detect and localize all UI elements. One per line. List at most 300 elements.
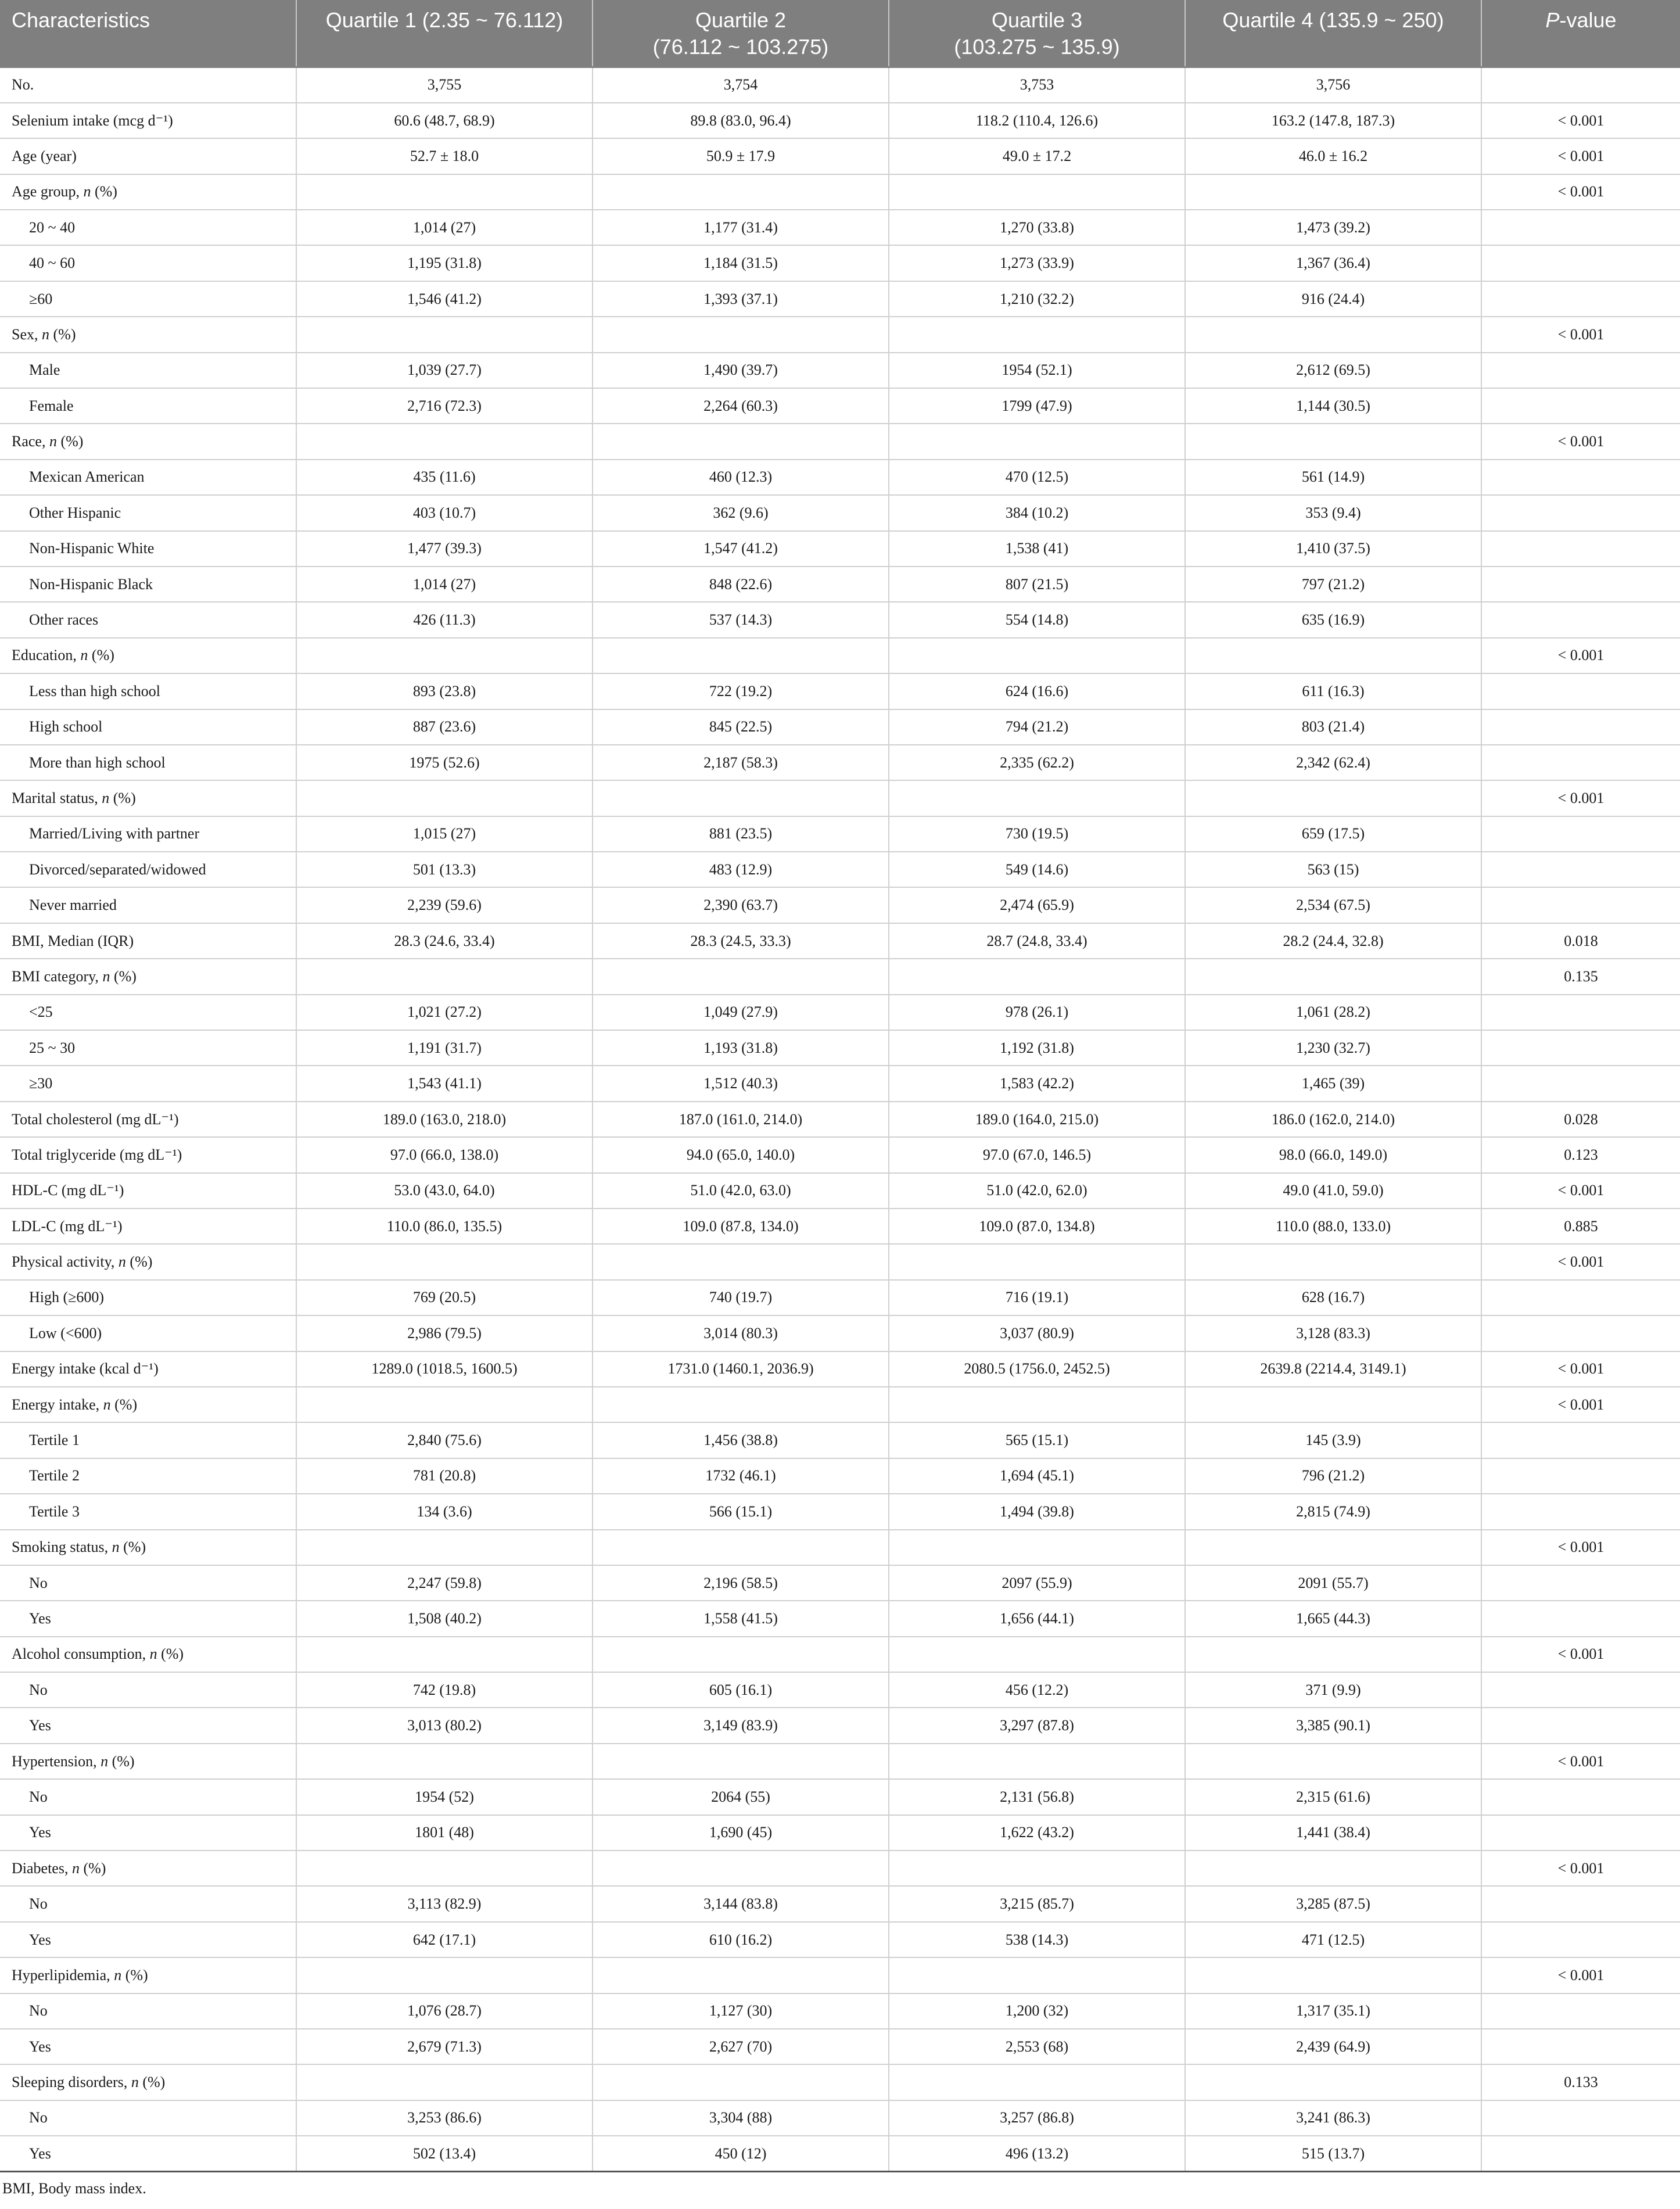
quartile-2-cell: 1,512 (40.3) — [593, 1066, 889, 1101]
row-label: Diabetes, n (%) — [0, 1851, 296, 1886]
table-row — [0, 638, 1680, 673]
quartile-1-cell: 887 (23.6) — [296, 709, 593, 745]
header-row — [0, 0, 1680, 67]
quartile-3-cell: 97.0 (67.0, 146.5) — [889, 1137, 1185, 1172]
quartile-2-cell: 2,187 (58.3) — [593, 745, 889, 780]
quartile-3-cell: 1,273 (33.9) — [889, 245, 1185, 281]
quartile-4-cell: 1,061 (28.2) — [1185, 995, 1481, 1030]
p-value-cell: 0.123 — [1481, 1137, 1680, 1172]
quartile-4-cell: 3,385 (90.1) — [1185, 1708, 1481, 1743]
p-value-cell — [1481, 210, 1680, 245]
row-label: Energy intake (kcal d⁻¹) — [0, 1351, 296, 1387]
quartile-1-cell: 110.0 (86.0, 135.5) — [296, 1209, 593, 1244]
quartile-2-cell: 1,490 (39.7) — [593, 353, 889, 388]
quartile-1-cell — [296, 174, 593, 210]
table-row — [0, 1708, 1680, 1743]
row-label: No — [0, 1993, 296, 2029]
quartile-3-cell: 978 (26.1) — [889, 995, 1185, 1030]
quartile-4-cell — [1185, 780, 1481, 816]
quartile-3-cell: 470 (12.5) — [889, 460, 1185, 495]
quartile-4-cell: 561 (14.9) — [1185, 460, 1481, 495]
row-label: BMI category, n (%) — [0, 959, 296, 994]
quartile-3-cell: 1,192 (31.8) — [889, 1030, 1185, 1066]
table-row — [0, 424, 1680, 459]
row-label: Smoking status, n (%) — [0, 1530, 296, 1565]
quartile-2-cell: 740 (19.7) — [593, 1280, 889, 1315]
quartile-3-cell: 2080.5 (1756.0, 2452.5) — [889, 1351, 1185, 1387]
p-value-cell: < 0.001 — [1481, 1244, 1680, 1279]
p-value-cell — [1481, 281, 1680, 317]
quartile-3-cell: 496 (13.2) — [889, 2136, 1185, 2171]
quartile-4-cell: 163.2 (147.8, 187.3) — [1185, 103, 1481, 138]
quartile-2-cell: 3,754 — [593, 67, 889, 103]
quartile-3-cell — [889, 317, 1185, 352]
quartile-1-cell: 2,716 (72.3) — [296, 388, 593, 424]
quartile-2-cell: 566 (15.1) — [593, 1494, 889, 1529]
quartile-1-cell — [296, 1851, 593, 1886]
p-value-cell: 0.135 — [1481, 959, 1680, 994]
quartile-4-cell: 98.0 (66.0, 149.0) — [1185, 1137, 1481, 1172]
row-label: High school — [0, 709, 296, 745]
quartile-1-cell: 3,113 (82.9) — [296, 1886, 593, 1921]
row-label: Yes — [0, 1815, 296, 1851]
table-row — [0, 1209, 1680, 1244]
quartile-4-cell: 2,439 (64.9) — [1185, 2029, 1481, 2064]
row-label: 25 ~ 30 — [0, 1030, 296, 1066]
table-row — [0, 959, 1680, 994]
quartile-1-cell: 642 (17.1) — [296, 1922, 593, 1957]
quartile-3-cell: 624 (16.6) — [889, 673, 1185, 709]
quartile-4-cell: 1,317 (35.1) — [1185, 1993, 1481, 2029]
p-value-cell — [1481, 1672, 1680, 1708]
quartile-3-cell — [889, 1244, 1185, 1279]
quartile-3-cell: 549 (14.6) — [889, 852, 1185, 887]
quartile-3-cell — [889, 1851, 1185, 1886]
quartile-2-cell: 2,264 (60.3) — [593, 388, 889, 424]
quartile-1-cell: 435 (11.6) — [296, 460, 593, 495]
quartile-1-cell: 501 (13.3) — [296, 852, 593, 887]
quartile-4-cell: 46.0 ± 16.2 — [1185, 138, 1481, 174]
p-value-cell — [1481, 1565, 1680, 1601]
quartile-2-cell — [593, 1244, 889, 1279]
table-row — [0, 1922, 1680, 1957]
quartile-2-cell: 2,627 (70) — [593, 2029, 889, 2064]
p-value-cell — [1481, 2100, 1680, 2136]
table-row — [0, 1030, 1680, 1066]
row-label: Yes — [0, 1922, 296, 1957]
row-label: No. — [0, 67, 296, 103]
quartile-4-cell: 2,315 (61.6) — [1185, 1779, 1481, 1814]
quartile-2-cell: 1,127 (30) — [593, 1993, 889, 2029]
quartile-4-cell: 28.2 (24.4, 32.8) — [1185, 923, 1481, 959]
quartile-2-cell: 2064 (55) — [593, 1779, 889, 1814]
p-value-cell — [1481, 816, 1680, 852]
quartile-2-cell: 610 (16.2) — [593, 1922, 889, 1957]
quartile-3-cell: 109.0 (87.0, 134.8) — [889, 1209, 1185, 1244]
quartile-4-cell: 3,128 (83.3) — [1185, 1315, 1481, 1351]
quartile-1-cell: 1954 (52) — [296, 1779, 593, 1814]
row-label: No — [0, 1672, 296, 1708]
quartile-4-cell: 797 (21.2) — [1185, 566, 1481, 602]
p-value-cell: < 0.001 — [1481, 1530, 1680, 1565]
row-label: Tertile 1 — [0, 1422, 296, 1458]
quartile-1-cell: 1,508 (40.2) — [296, 1601, 593, 1636]
quartile-1-cell: 1,195 (31.8) — [296, 245, 593, 281]
table-row — [0, 780, 1680, 816]
quartile-3-cell: 384 (10.2) — [889, 495, 1185, 530]
row-label: Sex, n (%) — [0, 317, 296, 352]
quartile-3-cell: 1,538 (41) — [889, 531, 1185, 566]
quartile-2-cell — [593, 424, 889, 459]
row-label: 20 ~ 40 — [0, 210, 296, 245]
quartile-4-cell: 803 (21.4) — [1185, 709, 1481, 745]
quartile-2-cell: 1,690 (45) — [593, 1815, 889, 1851]
p-value-cell — [1481, 460, 1680, 495]
quartile-3-cell: 2097 (55.9) — [889, 1565, 1185, 1601]
quartile-3-cell: 1,210 (32.2) — [889, 281, 1185, 317]
quartile-2-cell: 483 (12.9) — [593, 852, 889, 887]
quartile-4-cell: 353 (9.4) — [1185, 495, 1481, 530]
quartile-3-cell: 1,622 (43.2) — [889, 1815, 1185, 1851]
quartile-3-cell: 2,335 (62.2) — [889, 745, 1185, 780]
quartile-1-cell: 1,039 (27.7) — [296, 353, 593, 388]
quartile-1-cell: 502 (13.4) — [296, 2136, 593, 2171]
row-label: Sleeping disorders, n (%) — [0, 2064, 296, 2100]
quartile-3-cell — [889, 1530, 1185, 1565]
table-row — [0, 1458, 1680, 1494]
quartile-1-cell: 53.0 (43.0, 64.0) — [296, 1173, 593, 1209]
row-label: Yes — [0, 2136, 296, 2171]
quartile-3-cell — [889, 780, 1185, 816]
quartile-1-cell — [296, 2064, 593, 2100]
row-label: Education, n (%) — [0, 638, 296, 673]
table-row — [0, 2136, 1680, 2171]
quartile-2-cell — [593, 1637, 889, 1672]
quartile-3-cell: 3,753 — [889, 67, 1185, 103]
quartile-1-cell: 1,191 (31.7) — [296, 1030, 593, 1066]
header-quartile-3: Quartile 3 (103.275 ~ 135.9) — [889, 0, 1185, 67]
p-value-cell — [1481, 388, 1680, 424]
p-value-cell: < 0.001 — [1481, 1173, 1680, 1209]
quartile-1-cell: 2,986 (79.5) — [296, 1315, 593, 1351]
p-value-cell — [1481, 1708, 1680, 1743]
row-label: Married/Living with partner — [0, 816, 296, 852]
row-label: ≥60 — [0, 281, 296, 317]
quartile-1-cell: 1,021 (27.2) — [296, 995, 593, 1030]
quartile-3-cell: 1,656 (44.1) — [889, 1601, 1185, 1636]
quartile-2-cell — [593, 317, 889, 352]
p-value-cell — [1481, 1993, 1680, 2029]
row-label: LDL-C (mg dL⁻¹) — [0, 1209, 296, 1244]
quartile-2-cell: 3,149 (83.9) — [593, 1708, 889, 1743]
quartile-3-cell: 3,297 (87.8) — [889, 1708, 1185, 1743]
table-row — [0, 1957, 1680, 1993]
quartile-4-cell: 1,410 (37.5) — [1185, 531, 1481, 566]
table-row — [0, 1672, 1680, 1708]
quartile-3-cell: 51.0 (42.0, 62.0) — [889, 1173, 1185, 1209]
quartile-1-cell: 1,546 (41.2) — [296, 281, 593, 317]
quartile-3-cell: 456 (12.2) — [889, 1672, 1185, 1708]
quartile-2-cell: 1,456 (38.8) — [593, 1422, 889, 1458]
p-value-cell — [1481, 531, 1680, 566]
quartile-4-cell: 1,441 (38.4) — [1185, 1815, 1481, 1851]
quartile-1-cell: 52.7 ± 18.0 — [296, 138, 593, 174]
quartile-4-cell — [1185, 1744, 1481, 1779]
p-value-cell — [1481, 1886, 1680, 1921]
quartile-4-cell: 371 (9.9) — [1185, 1672, 1481, 1708]
quartile-1-cell: 893 (23.8) — [296, 673, 593, 709]
p-value-cell — [1481, 602, 1680, 637]
table-row — [0, 1851, 1680, 1886]
row-label: No — [0, 1886, 296, 1921]
quartile-4-cell: 635 (16.9) — [1185, 602, 1481, 637]
row-label: Non-Hispanic White — [0, 531, 296, 566]
table-row — [0, 923, 1680, 959]
row-label: Never married — [0, 887, 296, 923]
quartile-1-cell: 1801 (48) — [296, 1815, 593, 1851]
table-row — [0, 210, 1680, 245]
quartile-2-cell: 28.3 (24.5, 33.3) — [593, 923, 889, 959]
quartile-1-cell — [296, 317, 593, 352]
quartile-2-cell: 450 (12) — [593, 2136, 889, 2171]
header-p-value: P-value — [1481, 0, 1680, 67]
quartile-1-cell: 134 (3.6) — [296, 1494, 593, 1529]
quartile-4-cell — [1185, 317, 1481, 352]
table-row — [0, 1351, 1680, 1387]
quartile-3-cell — [889, 2064, 1185, 2100]
quartile-4-cell — [1185, 1957, 1481, 1993]
quartile-3-cell: 1,270 (33.8) — [889, 210, 1185, 245]
row-label: Age group, n (%) — [0, 174, 296, 210]
quartile-3-cell: 565 (15.1) — [889, 1422, 1185, 1458]
row-label: More than high school — [0, 745, 296, 780]
quartile-3-cell: 794 (21.2) — [889, 709, 1185, 745]
p-value-cell — [1481, 1815, 1680, 1851]
p-value-cell: < 0.001 — [1481, 1351, 1680, 1387]
row-label: Tertile 2 — [0, 1458, 296, 1494]
quartile-4-cell: 916 (24.4) — [1185, 281, 1481, 317]
quartile-1-cell: 1,477 (39.3) — [296, 531, 593, 566]
table-row — [0, 67, 1680, 103]
quartile-3-cell: 49.0 ± 17.2 — [889, 138, 1185, 174]
row-label: Female — [0, 388, 296, 424]
row-label: Other Hispanic — [0, 495, 296, 530]
p-value-cell — [1481, 1922, 1680, 1957]
p-value-cell: < 0.001 — [1481, 174, 1680, 210]
quartile-2-cell: 50.9 ± 17.9 — [593, 138, 889, 174]
p-value-cell: < 0.001 — [1481, 317, 1680, 352]
quartile-2-cell: 881 (23.5) — [593, 816, 889, 852]
quartile-2-cell — [593, 2064, 889, 2100]
quartile-2-cell: 1,049 (27.9) — [593, 995, 889, 1030]
quartile-4-cell: 2,342 (62.4) — [1185, 745, 1481, 780]
p-value-cell — [1481, 887, 1680, 923]
quartile-3-cell: 1,694 (45.1) — [889, 1458, 1185, 1494]
table-row — [0, 1173, 1680, 1209]
quartile-2-cell: 1,547 (41.2) — [593, 531, 889, 566]
quartile-3-cell: 3,257 (86.8) — [889, 2100, 1185, 2136]
quartile-1-cell — [296, 780, 593, 816]
quartile-4-cell — [1185, 1530, 1481, 1565]
row-label: No — [0, 2100, 296, 2136]
quartile-2-cell: 89.8 (83.0, 96.4) — [593, 103, 889, 138]
quartile-4-cell — [1185, 174, 1481, 210]
row-label: HDL-C (mg dL⁻¹) — [0, 1173, 296, 1209]
p-value-cell — [1481, 67, 1680, 103]
table-row — [0, 2064, 1680, 2100]
quartile-4-cell: 3,756 — [1185, 67, 1481, 103]
quartile-2-cell: 94.0 (65.0, 140.0) — [593, 1137, 889, 1172]
footnote: BMI, Body mass index. — [2, 2180, 146, 2197]
quartile-1-cell: 28.3 (24.6, 33.4) — [296, 923, 593, 959]
quartile-4-cell: 110.0 (88.0, 133.0) — [1185, 1209, 1481, 1244]
quartile-4-cell: 186.0 (162.0, 214.0) — [1185, 1102, 1481, 1137]
row-label: Hypertension, n (%) — [0, 1744, 296, 1779]
quartile-4-cell — [1185, 959, 1481, 994]
quartile-4-cell — [1185, 424, 1481, 459]
quartile-3-cell: 118.2 (110.4, 126.6) — [889, 103, 1185, 138]
quartile-3-cell — [889, 424, 1185, 459]
quartile-2-cell: 3,144 (83.8) — [593, 1886, 889, 1921]
quartile-1-cell: 1,014 (27) — [296, 566, 593, 602]
table-row — [0, 1565, 1680, 1601]
table-row — [0, 566, 1680, 602]
p-value-cell: < 0.001 — [1481, 780, 1680, 816]
table-row — [0, 138, 1680, 174]
quartile-1-cell: 2,247 (59.8) — [296, 1565, 593, 1601]
table-row — [0, 1280, 1680, 1315]
p-value-cell — [1481, 709, 1680, 745]
quartile-4-cell: 611 (16.3) — [1185, 673, 1481, 709]
row-label: BMI, Median (IQR) — [0, 923, 296, 959]
quartile-1-cell: 2,239 (59.6) — [296, 887, 593, 923]
row-label: Energy intake, n (%) — [0, 1387, 296, 1422]
quartile-4-cell — [1185, 1851, 1481, 1886]
quartile-1-cell: 1,014 (27) — [296, 210, 593, 245]
quartile-2-cell: 1,184 (31.5) — [593, 245, 889, 281]
table-row — [0, 531, 1680, 566]
table-row — [0, 1137, 1680, 1172]
quartile-2-cell: 845 (22.5) — [593, 709, 889, 745]
p-value-cell — [1481, 1779, 1680, 1814]
row-label: Marital status, n (%) — [0, 780, 296, 816]
quartile-4-cell: 145 (3.9) — [1185, 1422, 1481, 1458]
row-label: High (≥600) — [0, 1280, 296, 1315]
quartile-4-cell — [1185, 1637, 1481, 1672]
p-value-cell — [1481, 2136, 1680, 2171]
quartile-4-cell: 49.0 (41.0, 59.0) — [1185, 1173, 1481, 1209]
p-value-cell — [1481, 353, 1680, 388]
quartile-3-cell: 3,215 (85.7) — [889, 1886, 1185, 1921]
table-row — [0, 1494, 1680, 1529]
quartile-2-cell: 1,177 (31.4) — [593, 210, 889, 245]
table-row — [0, 816, 1680, 852]
quartile-3-cell: 538 (14.3) — [889, 1922, 1185, 1957]
table-row — [0, 1779, 1680, 1814]
quartile-3-cell: 554 (14.8) — [889, 602, 1185, 637]
quartile-4-cell: 3,285 (87.5) — [1185, 1886, 1481, 1921]
table-row — [0, 709, 1680, 745]
p-value-cell — [1481, 1422, 1680, 1458]
quartile-2-cell: 2,196 (58.5) — [593, 1565, 889, 1601]
quartile-2-cell: 537 (14.3) — [593, 602, 889, 637]
quartile-3-cell: 3,037 (80.9) — [889, 1315, 1185, 1351]
quartile-3-cell: 189.0 (164.0, 215.0) — [889, 1102, 1185, 1137]
table-row — [0, 460, 1680, 495]
table-row — [0, 174, 1680, 210]
quartile-1-cell — [296, 1244, 593, 1279]
table-row — [0, 495, 1680, 530]
table-row — [0, 673, 1680, 709]
p-value-cell — [1481, 995, 1680, 1030]
row-label: Yes — [0, 2029, 296, 2064]
table-row — [0, 602, 1680, 637]
quartile-1-cell: 97.0 (66.0, 138.0) — [296, 1137, 593, 1172]
table-row — [0, 1244, 1680, 1279]
quartile-1-cell — [296, 959, 593, 994]
quartile-4-cell — [1185, 1387, 1481, 1422]
p-value-cell — [1481, 1458, 1680, 1494]
quartile-1-cell: 2,679 (71.3) — [296, 2029, 593, 2064]
header-quartile-1: Quartile 1 (2.35 ~ 76.112) — [296, 0, 593, 67]
p-value-cell — [1481, 1280, 1680, 1315]
p-value-cell — [1481, 1315, 1680, 1351]
quartile-2-cell — [593, 1387, 889, 1422]
row-label: Physical activity, n (%) — [0, 1244, 296, 1279]
quartile-2-cell: 848 (22.6) — [593, 566, 889, 602]
quartile-3-cell: 2,474 (65.9) — [889, 887, 1185, 923]
table-row — [0, 1637, 1680, 1672]
quartile-3-cell: 716 (19.1) — [889, 1280, 1185, 1315]
quartile-2-cell: 362 (9.6) — [593, 495, 889, 530]
quartile-2-cell: 1,193 (31.8) — [593, 1030, 889, 1066]
quartile-1-cell: 1,543 (41.1) — [296, 1066, 593, 1101]
row-label: Low (<600) — [0, 1315, 296, 1351]
row-label: Age (year) — [0, 138, 296, 174]
table-header — [0, 0, 1680, 67]
quartile-1-cell: 1,076 (28.7) — [296, 1993, 593, 2029]
header-quartile-2: Quartile 2 (76.112 ~ 103.275) — [593, 0, 889, 67]
quartile-3-cell — [889, 1744, 1185, 1779]
quartile-1-cell: 60.6 (48.7, 68.9) — [296, 103, 593, 138]
table-row — [0, 1601, 1680, 1636]
quartile-4-cell — [1185, 638, 1481, 673]
quartile-1-cell — [296, 638, 593, 673]
table-row — [0, 1102, 1680, 1137]
quartile-3-cell: 1,583 (42.2) — [889, 1066, 1185, 1101]
table-row — [0, 1993, 1680, 2029]
quartile-1-cell — [296, 1957, 593, 1993]
quartile-4-cell: 659 (17.5) — [1185, 816, 1481, 852]
quartile-3-cell: 1954 (52.1) — [889, 353, 1185, 388]
quartile-1-cell: 2,840 (75.6) — [296, 1422, 593, 1458]
quartile-1-cell: 1,015 (27) — [296, 816, 593, 852]
quartile-4-cell: 515 (13.7) — [1185, 2136, 1481, 2171]
quartile-1-cell: 426 (11.3) — [296, 602, 593, 637]
quartile-4-cell: 796 (21.2) — [1185, 1458, 1481, 1494]
row-label: Other races — [0, 602, 296, 637]
table-row — [0, 281, 1680, 317]
quartile-1-cell: 3,253 (86.6) — [296, 2100, 593, 2136]
quartile-1-cell — [296, 1744, 593, 1779]
p-value-cell: < 0.001 — [1481, 1957, 1680, 1993]
quartile-3-cell — [889, 1387, 1185, 1422]
quartile-1-cell: 1975 (52.6) — [296, 745, 593, 780]
quartile-3-cell: 807 (21.5) — [889, 566, 1185, 602]
quartile-3-cell — [889, 638, 1185, 673]
header-quartile-4: Quartile 4 (135.9 ~ 250) — [1185, 0, 1481, 67]
quartile-2-cell — [593, 780, 889, 816]
